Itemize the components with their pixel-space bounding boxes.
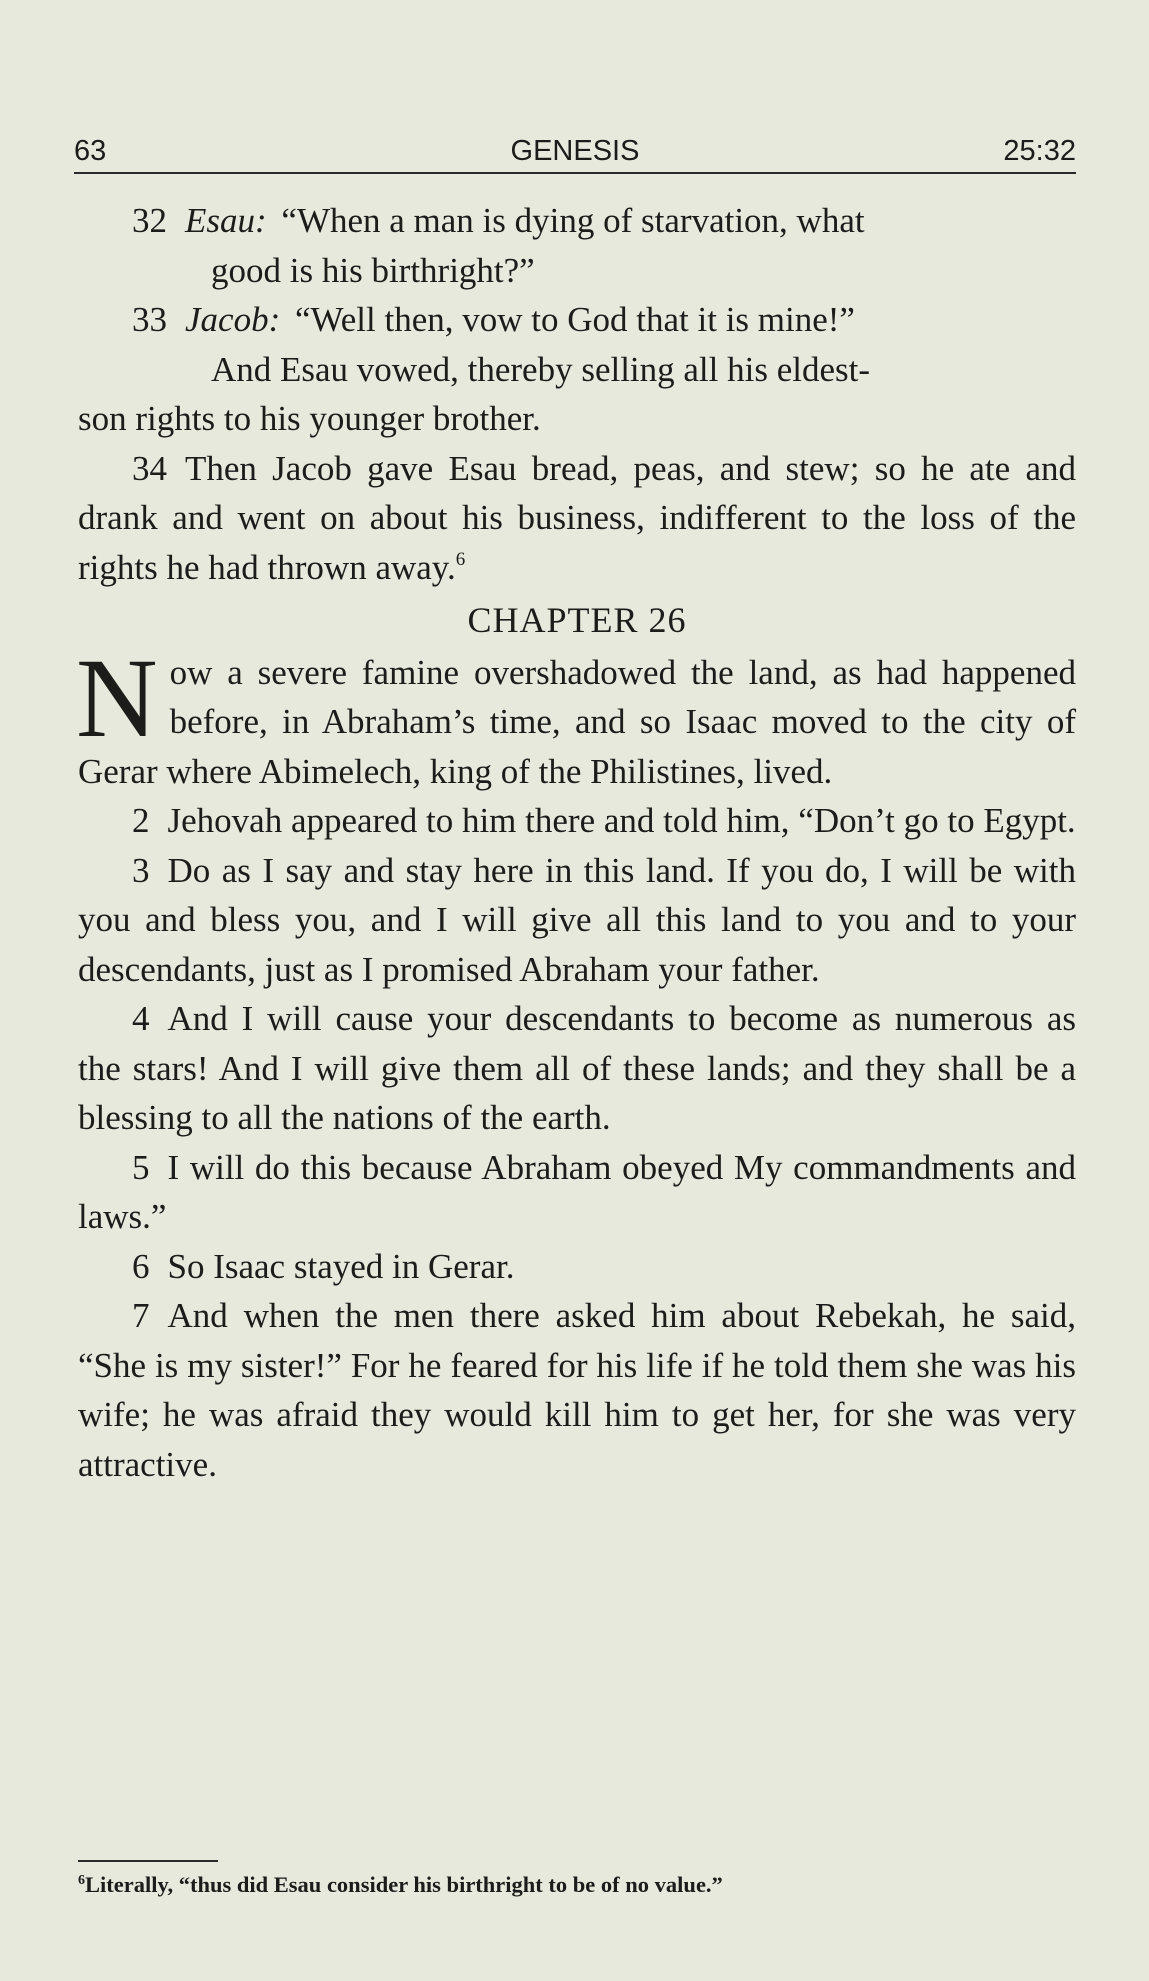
verse-text: Then Jacob gave Esau bread, peas, and stew; so he ate and drank and went on about his business, indifferent to the loss of the rights he had thrown away. — [78, 448, 1076, 587]
verse-text: Do as I say and stay here in this land. If you do, I will be with you and bless you, and I will give all this land to you and to your descendants, just as I promised Abraham your father. — [78, 850, 1076, 989]
page-number: 63 — [74, 135, 107, 167]
verse-text: And I will cause your descendants to become as numerous as the stars! And I will give them all of these lands; and they shall be a blessing to all the nations of the earth. — [78, 999, 1076, 1137]
verse-text: Jehovah appeared to him there and told him, “Don’t go to Egypt. — [167, 801, 1076, 840]
verse-text: So Isaac stayed in Gerar. — [167, 1246, 515, 1286]
verse-number: 33 — [132, 300, 167, 339]
verse-text: ow a severe famine overshadowed the land, as had happened before, in Abraham’s time, and so Isaac moved to the city of Gerar where Abimelech, king of the Philistines, lived. — [78, 652, 1076, 791]
verse-text-line: And Esau vowed, thereby selling all his eldest- — [211, 349, 871, 389]
verse-number: 4 — [132, 999, 150, 1038]
verse-text-line: son rights to his younger brother. — [78, 399, 541, 438]
verse-text: I will do this because Abraham obeyed My commandments and laws.” — [78, 1147, 1076, 1236]
verse-26-1 — [76, 635, 1076, 797]
footnote-text: Literally, “thus did Esau consider his birthright to be of no value.” — [85, 1872, 723, 1897]
verse-text-line: good is his birthright?” — [211, 250, 535, 290]
verse-26-6 — [78, 1242, 1076, 1292]
header-rule — [74, 172, 1076, 174]
verse-26-5 — [78, 1143, 1076, 1242]
verse-number: 2 — [132, 801, 150, 840]
verse-25-32 — [78, 196, 1076, 295]
speaker-label: Jacob: — [185, 300, 281, 339]
drop-cap: N — [76, 635, 158, 761]
verse-number: 34 — [132, 448, 167, 488]
chapter-verse-reference: 25:32 — [1003, 135, 1076, 167]
verse-number: 7 — [132, 1296, 150, 1335]
verse-26-3 — [78, 846, 1076, 995]
verse-continuation — [78, 394, 1076, 444]
footnote-number: 6 — [78, 1873, 85, 1888]
verse-26-7 — [78, 1291, 1076, 1489]
running-header — [74, 135, 1076, 175]
footnote-rule — [78, 1860, 218, 1862]
verse-number: 6 — [132, 1246, 150, 1286]
verse-25-34 — [78, 444, 1076, 593]
verse-25-33 — [78, 295, 1076, 394]
verse-text: And when the men there asked him about Rebekah, he said, “She is my sister!” For he feared for his life if he told them she was his wife; he was afraid they would kill him to get her, for she was very attractive. — [78, 1296, 1076, 1484]
verse-number: 3 — [132, 850, 150, 890]
footnote-marker: 6 — [455, 548, 466, 570]
verse-number: 5 — [132, 1147, 150, 1187]
speaker-label: Esau: — [185, 201, 267, 240]
verse-26-4 — [78, 994, 1076, 1143]
book-title: GENESIS — [510, 135, 640, 167]
verse-text-line: “Well then, vow to God that it is mine!” — [294, 300, 855, 339]
verse-number: 32 — [132, 201, 167, 240]
verse-text-line: “When a man is dying of starvation, what — [281, 201, 865, 240]
footnote — [78, 1870, 1076, 1900]
verse-26-2 — [78, 796, 1076, 846]
chapter-heading: CHAPTER 26 — [467, 600, 687, 640]
main-text — [78, 196, 1076, 1489]
